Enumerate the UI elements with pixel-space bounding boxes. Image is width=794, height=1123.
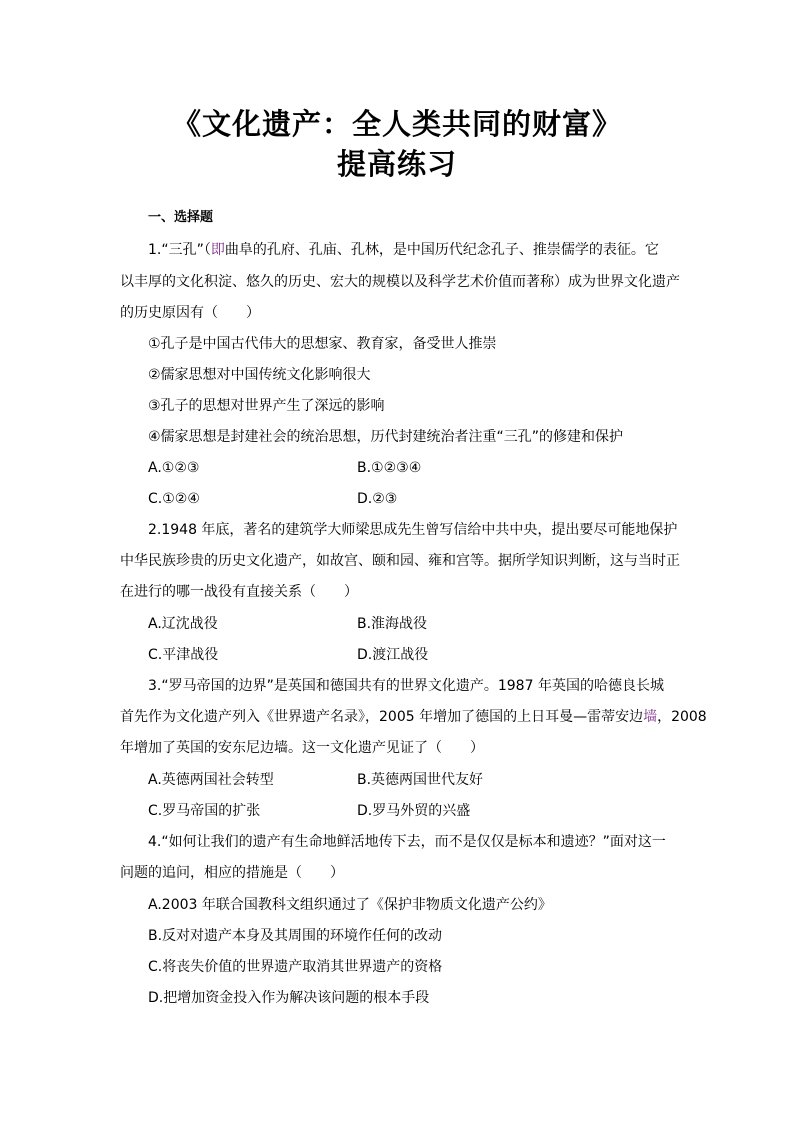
question-4-line-1: 4.“如何让我们的遗产有生命地鲜活地传下去，而不是仅仅是标本和遗迹？”面对这一: [148, 834, 666, 850]
question-2-option-b: B.淮海战役: [357, 616, 428, 632]
document-title: 《文化遗产：全人类共同的财富》: [171, 107, 622, 141]
question-1-item-2: ②儒家思想对中国传统文化影响很大: [148, 367, 371, 383]
question-2-option-a: A.辽沈战役: [148, 616, 218, 632]
question-3-option-d: D.罗马外贸的兴盛: [357, 803, 471, 819]
question-1-option-d: D.②③: [357, 491, 398, 507]
question-1-line-3: 的历史原因有（ ）: [120, 305, 260, 321]
document-subtitle: 提高练习: [336, 147, 457, 181]
question-1-item-1: ①孔子是中国古代伟大的思想家、教育家，备受世人推崇: [148, 336, 497, 352]
question-1-line-2: 以丰厚的文化积淀、悠久的历史、宏大的规模以及科学艺术价值而著称）成为世界文化遗产: [120, 274, 680, 290]
question-3-line-3: 年增加了英国的安东尼边墙。这一文化遗产见证了（ ）: [120, 740, 484, 756]
question-3-line-1: 3.“罗马帝国的边界”是英国和德国共有的世界文化遗产。1987 年英国的哈德良长城: [148, 678, 664, 694]
question-1-option-a: A.①②③: [148, 460, 200, 476]
question-1-item-3: ③孔子的思想对世界产生了深远的影响: [148, 398, 385, 414]
section-heading: 一、选择题: [148, 210, 214, 225]
question-2-line-2: 中华民族珍贵的历史文化遗产，如故宫、颐和园、雍和宫等。据所学知识判断，这与当时正: [120, 553, 680, 569]
question-4-option-c: C.将丧失价值的世界遗产取消其世界遗产的资格: [148, 959, 443, 975]
question-2-line-1: 2.1948 年底，著名的建筑学大师梁思成先生曾写信给中共中央，提出要尽可能地保护: [148, 522, 678, 538]
question-3-option-c: C.罗马帝国的扩张: [148, 803, 261, 819]
question-2-line-3: 在进行的哪一战役有直接关系（ ）: [120, 584, 358, 600]
question-3-option-b: B.英德两国世代友好: [357, 772, 484, 788]
question-1-line-1: 1.“三孔”（即曲阜的孔府、孔庙、孔林，是中国历代纪念孔子、推崇儒学的表征。它: [148, 242, 659, 258]
question-1-option-b: B.①②③④: [357, 460, 422, 476]
question-3-line-2: 首先作为文化遗产列入《世界遗产名录》，2005 年增加了德国的上日耳曼—雷蒂安边墙，2008: [120, 709, 707, 725]
question-3-option-a: A.英德两国社会转型: [148, 772, 274, 788]
question-4-option-b: B.反对对遗产本身及其周围的环境作任何的改动: [148, 928, 443, 944]
question-4-line-2: 问题的追问，相应的措施是（ ）: [120, 865, 344, 881]
question-4-option-a: A.2003 年联合国教科文组织通过了《保护非物质文化遗产公约》: [148, 897, 552, 913]
question-2-option-c: C.平津战役: [148, 647, 219, 663]
question-1-option-c: C.①②④: [148, 491, 200, 507]
question-2-option-d: D.渡江战役: [357, 647, 429, 663]
question-4-option-d: D.把增加资金投入作为解决该问题的根本手段: [148, 990, 430, 1006]
question-1-item-4: ④儒家思想是封建社会的统治思想，历代封建统治者注重“三孔”的修建和保护: [148, 429, 624, 445]
